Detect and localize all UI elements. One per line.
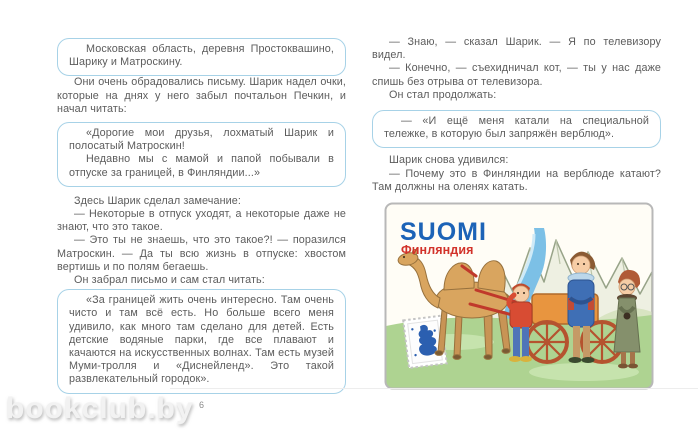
dialogue-line: — Некоторые в отпуск уходят, а некоторые даже не знают, что это такое. (57, 208, 346, 234)
dialogue-line: — Это ты не знаешь, что это такое?! — поразился Матроскин. — Да ты всю жизнь в отпуске: хвостом вертишь и по полям бегаешь. (57, 234, 346, 273)
dialogue-line: Он забрал письмо и сам стал читать: (74, 274, 265, 287)
letter-paragraph: Недавно мы с мамой и папой побывали в отпуске за границей, в Финляндии...» (69, 153, 334, 179)
dialogue-block-top (372, 36, 661, 102)
letter-box-2 (57, 289, 346, 393)
finland-illustration (384, 202, 654, 390)
letter-paragraph: «Дорогие мои друзья, лохматый Шарик и полосатый Матроскин! (69, 127, 334, 153)
letter-box-1 (57, 122, 346, 187)
suomi-title: SUOMI (400, 218, 487, 247)
address-box (57, 38, 346, 76)
page-number: 6 (198, 399, 205, 410)
dialogue-line: — Почему это в Финляндии на верблюде катают? Там должны на оленях катать. (372, 167, 661, 193)
illustration-svg (384, 202, 654, 390)
dialogue-line: Шарик снова удивился: (389, 154, 509, 167)
dialogue-line: — Знаю, — сказал Шарик. — Я по телевизору видел. (372, 36, 661, 62)
dialogue-block (57, 195, 346, 287)
dialogue-line: Он стал продолжать: (389, 88, 497, 101)
watermark: bookclub.by (6, 392, 194, 425)
left-page (57, 36, 346, 412)
letter-paragraph: «За границей жить очень интересно. Там очень чисто и там всё есть. Но больше всего меня удивило, как много там сделано для детей. Есть детские водяные парки, где все плавают и качаются на искусственных волнах. Там есть музей Муми-тролля и «Диснейленд». Это такой развлекательный городок». (69, 294, 334, 386)
letter-paragraph: — «И ещё меня катали на специальной тележке, в которую был запряжён верблюд». (384, 115, 649, 141)
right-page (372, 36, 661, 390)
dialogue-line: Здесь Шарик сделал замечание: (74, 194, 242, 207)
finland-subtitle: Финляндия (401, 243, 474, 258)
page-edge (170, 388, 698, 389)
dialogue-block-bottom (372, 154, 661, 194)
address-text: Московская область, деревня Простоквашино, Шарику и Матроскину. (69, 43, 334, 69)
letter-box-camel (372, 110, 661, 148)
dialogue-line: — Конечно, — съехидничал кот, — ты у нас даже спишь без отрыва от телевизора. (372, 62, 661, 88)
intro-paragraph: Они очень обрадовались письму. Шарик надел очки, которые на днях у него забыл почтальон Печкин, и начал читать: (57, 76, 346, 115)
